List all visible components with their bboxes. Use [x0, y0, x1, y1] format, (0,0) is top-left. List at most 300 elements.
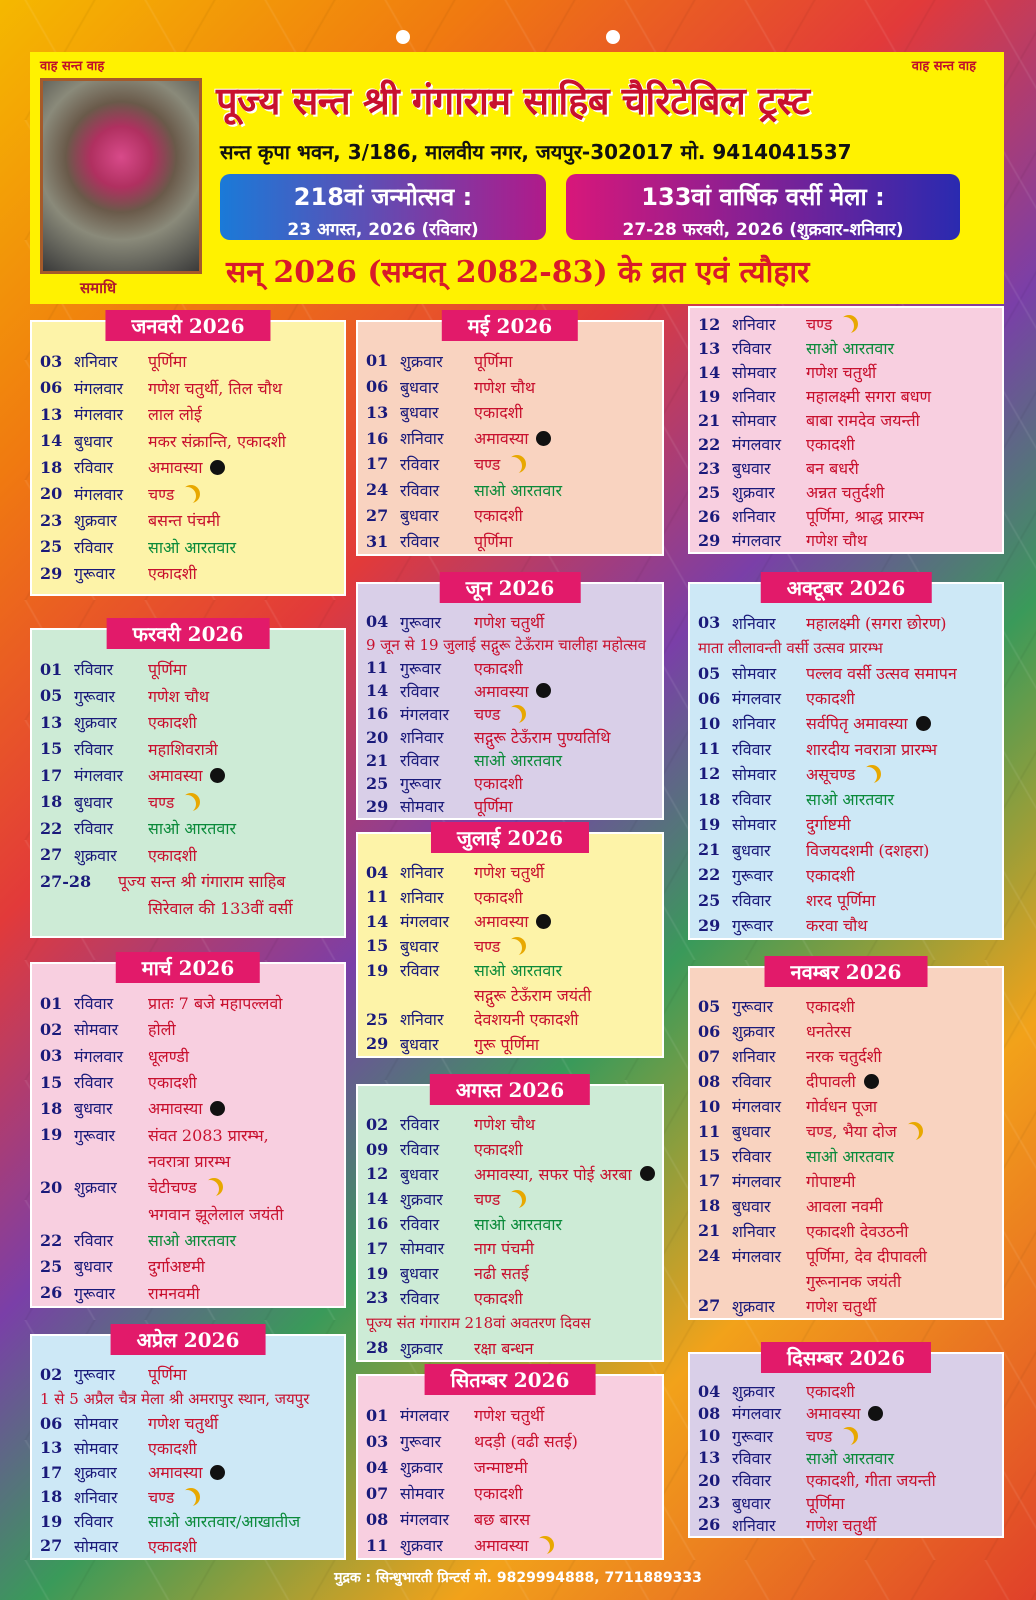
- festival-row: [40, 375, 340, 402]
- festival-row: [40, 1280, 340, 1306]
- festival-name: अमावस्या: [806, 1404, 861, 1424]
- festival-row: [698, 432, 998, 456]
- festival-date: 22: [40, 818, 63, 838]
- festival-date: 25: [40, 1256, 63, 1276]
- festival-name: गणेश चतुर्थी: [474, 863, 545, 883]
- festival-weekday: मंगलवार: [732, 1171, 782, 1191]
- festival-date: 10: [698, 1096, 721, 1116]
- festival-name: गोपाष्टमी: [806, 1171, 856, 1191]
- festival-date: 06: [40, 378, 63, 398]
- festival-row: [366, 1236, 658, 1261]
- festival-date: 24: [366, 480, 389, 500]
- festival-note: पूज्य संत गंगाराम 218वां अवतरण दिवस: [366, 1313, 591, 1332]
- festival-weekday: बुधवार: [400, 1264, 439, 1284]
- festival-name: देवशयनी एकादशी: [474, 1010, 579, 1030]
- banner2-line2: 27-28 फरवरी, 2026 (शुक्रवार-शनिवार): [622, 220, 904, 240]
- festival-row: [698, 761, 998, 786]
- hanging-hole: [606, 30, 620, 44]
- festival-weekday: शुक्रवार: [400, 1189, 443, 1209]
- festival-date: 16: [366, 704, 389, 724]
- festival-row: [698, 913, 998, 938]
- month-panel: [356, 826, 664, 1058]
- festival-weekday: शनिवार: [400, 887, 444, 907]
- festival-date: 12: [698, 314, 721, 334]
- festival-name: साओ आरतवार: [474, 961, 563, 981]
- crescent-moon-icon: [905, 1122, 923, 1140]
- festivals-heading: सन् 2026 (सम्वत् 2082-83) के व्रत एवं त्यौहार: [226, 255, 810, 290]
- festival-date: 13: [698, 1448, 721, 1468]
- festival-name: एकादशी: [806, 865, 855, 885]
- festival-date: 11: [366, 887, 389, 907]
- festival-row: [366, 1007, 658, 1032]
- festival-date: 14: [698, 362, 721, 382]
- festival-date: 13: [40, 404, 63, 424]
- crescent-moon-icon: [508, 705, 526, 723]
- festival-weekday: रविवार: [732, 1146, 772, 1166]
- festival-name: भगवान झूलेलाल जयंती: [148, 1204, 284, 1224]
- festival-row: [698, 1019, 998, 1044]
- festival-date: 03: [40, 351, 63, 371]
- festival-name: सिरेवाल की 133वीं वर्सी: [148, 898, 293, 918]
- festival-name: एकादशी: [474, 1484, 523, 1503]
- festival-row: [698, 1193, 998, 1218]
- festival-date: 22: [698, 865, 721, 885]
- festival-date: 10: [698, 1426, 721, 1446]
- festival-date: 07: [698, 1046, 721, 1066]
- month-title: सितम्बर 2026: [425, 1364, 596, 1395]
- festival-date: 22: [40, 1230, 63, 1250]
- festival-row: [698, 408, 998, 432]
- festival-weekday: रविवार: [400, 961, 440, 981]
- festival-weekday: गुरूवार: [400, 1432, 442, 1451]
- festival-date: 04: [366, 862, 389, 882]
- festival-row: [698, 635, 998, 660]
- festival-weekday: सोमवार: [400, 1239, 445, 1259]
- new-moon-icon: [210, 768, 225, 783]
- festival-name: चण्ड: [474, 1189, 501, 1209]
- festival-row: [698, 787, 998, 812]
- festival-date: 26: [698, 506, 721, 526]
- festival-row: [366, 451, 658, 477]
- festival-date: 08: [698, 1071, 721, 1091]
- festival-name: बसन्त पंचमी: [148, 511, 221, 531]
- festival-weekday: गुरूवार: [400, 658, 442, 678]
- festival-weekday: बुधवार: [400, 936, 439, 956]
- festival-weekday: रविवार: [74, 660, 114, 680]
- month-panel: [688, 1346, 1004, 1538]
- festival-row: [40, 1122, 340, 1148]
- festival-row: [698, 1144, 998, 1169]
- festival-weekday: शुक्रवार: [74, 511, 117, 531]
- festival-name: नढी सतई: [474, 1264, 529, 1284]
- festival-name: साओ आरतवार: [806, 1448, 895, 1468]
- festival-date: 08: [698, 1403, 721, 1423]
- festival-date: 27-28: [40, 871, 92, 891]
- month-title: फरवरी 2026: [107, 618, 270, 649]
- festival-date: 23: [366, 1288, 389, 1308]
- festival-row: [366, 1137, 658, 1162]
- festival-weekday: बुधवार: [400, 403, 439, 423]
- festival-date: 09: [366, 1139, 389, 1159]
- festival-weekday: शनिवार: [732, 613, 776, 633]
- festival-row: [366, 633, 658, 656]
- festival-row: [366, 1112, 658, 1137]
- festival-date: 27: [40, 845, 63, 865]
- festival-date: 21: [698, 410, 721, 430]
- festival-date: 18: [698, 1196, 721, 1216]
- festival-date: 17: [40, 765, 63, 785]
- festival-row: [40, 1436, 340, 1461]
- festival-weekday: शनिवार: [732, 1515, 776, 1535]
- festival-name: चेटीचण्ड: [148, 1178, 197, 1198]
- festival-row: [698, 1168, 998, 1193]
- festival-date: 20: [698, 1470, 721, 1490]
- festival-date: 07: [366, 1483, 389, 1503]
- festival-name: होली: [148, 1020, 176, 1040]
- festival-weekday: बुधवार: [74, 1099, 113, 1119]
- festival-date: 06: [366, 377, 389, 397]
- festival-date: 10: [698, 713, 721, 733]
- festival-row: [40, 1485, 340, 1510]
- festival-weekday: शनिवार: [400, 863, 444, 883]
- month-panel: [356, 1078, 664, 1362]
- month-panel: [688, 576, 1004, 940]
- festival-weekday: शनिवार: [732, 1047, 776, 1067]
- festival-date: 14: [366, 1189, 389, 1209]
- festival-weekday: शनिवार: [732, 714, 776, 734]
- festival-date: 03: [698, 613, 721, 633]
- festival-weekday: रविवार: [74, 458, 114, 478]
- festival-weekday: गुरूवार: [732, 997, 774, 1017]
- festival-weekday: गुरूवार: [732, 1426, 774, 1446]
- festival-weekday: बुधवार: [400, 1034, 439, 1054]
- festival-weekday: मंगलवार: [74, 484, 124, 504]
- festival-date: 19: [698, 814, 721, 834]
- festival-row: [40, 842, 340, 869]
- samadhi-photo: [40, 78, 202, 274]
- month-panel: [30, 314, 346, 596]
- festival-weekday: मंगलवार: [732, 435, 782, 454]
- festival-row: [366, 885, 658, 910]
- festival-weekday: शुक्रवार: [732, 1382, 775, 1402]
- festival-weekday: रविवार: [400, 1214, 440, 1234]
- festival-weekday: मंगलवार: [74, 378, 124, 398]
- festival-weekday: शनिवार: [74, 352, 118, 372]
- festival-row: [698, 1293, 998, 1318]
- festival-row: [698, 1218, 998, 1243]
- festival-name: एकादशी: [474, 658, 523, 678]
- festival-weekday: शुक्रवार: [732, 1296, 775, 1316]
- festival-weekday: शुक्रवार: [74, 845, 117, 865]
- festival-weekday: गुरूवार: [74, 1283, 116, 1303]
- festival-row: [698, 456, 998, 480]
- festival-name: लाल लोई: [148, 405, 202, 425]
- festival-date: 18: [40, 1487, 63, 1507]
- festival-name: एकादशी: [474, 774, 523, 794]
- festival-date: 15: [40, 1072, 63, 1092]
- festival-name: एकादशी: [806, 1382, 855, 1402]
- festival-name: मकर संक्रान्ति, एकादशी: [148, 431, 286, 451]
- festival-name: साओ आरतवार: [148, 537, 237, 557]
- festival-name: महालक्ष्मी (सगरा छोरण): [806, 613, 947, 633]
- crescent-moon-icon: [863, 765, 881, 783]
- festival-date: 17: [698, 1171, 721, 1191]
- new-moon-icon: [536, 683, 551, 698]
- month-panel: [688, 306, 1004, 554]
- festival-weekday: शुक्रवार: [400, 1458, 443, 1477]
- festival-row: [366, 1532, 658, 1558]
- festival-date: 15: [40, 739, 63, 759]
- festival-date: 11: [366, 658, 389, 678]
- banner2-line1: 133वां वार्षिक वर्सी मेला :: [641, 183, 885, 211]
- month-title: मई 2026: [442, 310, 578, 341]
- festival-name: साओ आरतवार: [474, 480, 563, 500]
- crescent-moon-icon: [182, 485, 200, 503]
- festival-date: 11: [366, 1535, 389, 1555]
- festival-name: दीपावली: [806, 1072, 856, 1092]
- festival-weekday: शनिवार: [732, 315, 776, 334]
- festival-note: माता लीलावन्ती वर्सी उत्सव प्रारम्भ: [698, 638, 883, 657]
- festival-name: साओ आरतवार: [148, 819, 237, 839]
- festival-name: महालक्ष्मी सगरा बधण: [806, 387, 932, 406]
- festival-row: [40, 1174, 340, 1200]
- festival-date: 21: [698, 840, 721, 860]
- festival-weekday: मंगलवार: [74, 405, 124, 425]
- festival-row: [366, 425, 658, 451]
- festival-weekday: रविवार: [400, 1140, 440, 1160]
- festival-row: [698, 994, 998, 1019]
- festival-date: 21: [366, 750, 389, 770]
- festival-row: [366, 528, 658, 554]
- festival-name: अमावस्या: [474, 1536, 529, 1555]
- festival-date: 19: [366, 960, 389, 980]
- festival-row: [40, 1069, 340, 1095]
- festival-date: 15: [698, 1146, 721, 1166]
- festival-row: [698, 336, 998, 360]
- festival-row: [698, 1119, 998, 1144]
- festival-weekday: रविवार: [732, 891, 772, 911]
- festival-name: एकादशी: [148, 713, 197, 733]
- festival-date: 13: [40, 1438, 63, 1458]
- festival-row: [40, 1411, 340, 1436]
- festival-name: महाशिवरात्री: [148, 739, 218, 759]
- festival-note: 9 जून से 19 जुलाई सद्गुरू टेऊँराम चालीहा महोत्सव: [366, 635, 646, 654]
- festival-row: [698, 1268, 998, 1293]
- month-panel: [30, 956, 346, 1308]
- festival-name: शरद पूर्णिमा: [806, 891, 876, 911]
- festival-date: 15: [366, 936, 389, 956]
- festival-row: [366, 702, 658, 725]
- festival-name: पूर्णिमा: [148, 352, 187, 372]
- festival-weekday: मंगलवार: [732, 1404, 782, 1424]
- festival-row: [40, 348, 340, 375]
- festival-row: [366, 610, 658, 633]
- festival-weekday: शुक्रवार: [400, 1338, 443, 1358]
- festival-name: चण्ड: [474, 936, 501, 956]
- festival-weekday: सोमवार: [74, 1414, 119, 1434]
- festival-name: दुर्गाष्टमी: [806, 815, 851, 835]
- festival-name: जन्माष्टमी: [474, 1458, 528, 1477]
- festival-row: [366, 1480, 658, 1506]
- festival-name: गुरूनानक जयंती: [806, 1271, 902, 1291]
- festival-row: [40, 560, 340, 587]
- festival-date: 16: [366, 428, 389, 448]
- festival-weekday: सोमवार: [732, 363, 777, 382]
- festival-date: 16: [366, 1214, 389, 1234]
- festival-row: [698, 812, 998, 837]
- month-panel: [30, 1328, 346, 1560]
- festival-name: थदड़ी (वढी सतई): [474, 1432, 578, 1451]
- festival-row: [40, 1534, 340, 1559]
- festival-row: [40, 815, 340, 842]
- month-panel: [356, 576, 664, 820]
- festival-weekday: मंगलवार: [400, 912, 450, 932]
- festival-row: [366, 1335, 658, 1360]
- festival-date: 05: [40, 686, 63, 706]
- festival-weekday: मंगलवार: [732, 1246, 782, 1266]
- festival-weekday: गुरूवार: [74, 564, 116, 584]
- festival-row: [40, 1016, 340, 1042]
- festival-name: चण्ड, भैया दोज: [806, 1122, 897, 1142]
- month-panel: [356, 314, 664, 556]
- festival-row: [698, 660, 998, 685]
- festival-row: [698, 610, 998, 635]
- festival-weekday: गुरूवार: [74, 686, 116, 706]
- festival-row: [40, 534, 340, 561]
- crescent-moon-icon: [508, 455, 526, 473]
- festival-weekday: रविवार: [400, 751, 440, 771]
- festival-row: [698, 528, 998, 552]
- festival-name: बन बधरी: [806, 459, 859, 478]
- new-moon-icon: [210, 1101, 225, 1116]
- festival-weekday: सोमवार: [400, 797, 445, 817]
- festival-weekday: बुधवार: [732, 1122, 771, 1142]
- festival-name: शारदीय नवरात्रा प्रारम्भ: [806, 739, 937, 759]
- month-title: अप्रेल 2026: [111, 1324, 266, 1355]
- festival-name: गोर्वधन पूजा: [806, 1097, 877, 1117]
- festival-weekday: रविवार: [732, 1471, 772, 1491]
- festival-name: पूर्णिमा: [806, 1493, 845, 1513]
- festival-row: [366, 1454, 658, 1480]
- festival-name: सद्गुरू टेऊँराम जयंती: [474, 985, 592, 1005]
- festival-date: 01: [40, 993, 63, 1013]
- new-moon-icon: [868, 1406, 883, 1421]
- festival-name: अमावस्या: [474, 681, 529, 701]
- festival-date: 22: [698, 434, 721, 454]
- festival-name: एकादशी, गीता जयन्ती: [806, 1471, 936, 1491]
- festival-row: [40, 789, 340, 816]
- festival-date: 13: [698, 338, 721, 358]
- festival-row: [698, 1380, 998, 1402]
- festival-name: साओ आरतवार: [148, 1231, 237, 1251]
- festival-row: [698, 1425, 998, 1447]
- festival-row: [366, 860, 658, 885]
- festival-name: बाबा रामदेव जयन्ती: [806, 411, 920, 430]
- festival-row: [40, 895, 340, 922]
- festival-name: एकादशी: [806, 689, 855, 709]
- festival-row: [366, 374, 658, 400]
- festival-date: 23: [698, 458, 721, 478]
- festival-date: 18: [698, 789, 721, 809]
- festival-weekday: रविवार: [400, 480, 440, 500]
- festival-date: 19: [40, 1125, 63, 1145]
- festival-weekday: बुधवार: [74, 1257, 113, 1277]
- festival-date: 25: [366, 1009, 389, 1029]
- festival-weekday: शुक्रवार: [400, 351, 443, 371]
- new-moon-icon: [640, 1166, 655, 1181]
- festival-weekday: सोमवार: [400, 1484, 445, 1503]
- festival-name: गणेश चतुर्थी, तिल चौथ: [148, 378, 283, 398]
- festival-weekday: मंगलवार: [732, 689, 782, 709]
- festival-row: [698, 504, 998, 528]
- festival-date: 25: [698, 890, 721, 910]
- festival-date: 27: [366, 505, 389, 525]
- festival-name: साओ आरतवार/आखातीज: [148, 1512, 301, 1532]
- crescent-moon-icon: [182, 793, 200, 811]
- festival-name: पूर्णिमा, देव दीपावली: [806, 1246, 927, 1266]
- festival-row: [366, 1032, 658, 1057]
- festival-name: एकादशी: [474, 887, 523, 907]
- festival-row: [40, 401, 340, 428]
- festival-weekday: गुरूवार: [400, 774, 442, 794]
- festival-name: पल्लव वर्सी उत्सव समापन: [806, 664, 957, 684]
- festival-row: [366, 958, 658, 983]
- festival-name: रामनवमी: [148, 1283, 200, 1303]
- festival-row: [698, 1094, 998, 1119]
- month-title: जुलाई 2026: [431, 822, 589, 853]
- festival-name: पूर्णिमा: [474, 797, 513, 817]
- festival-weekday: मंगलवार: [74, 766, 124, 786]
- festival-date: 03: [366, 1431, 389, 1451]
- festival-name: साओ आरतवार: [806, 1146, 895, 1166]
- festival-name: गणेश चतुर्थी: [806, 363, 877, 382]
- festival-name: संवत 2083 प्रारम्भ,: [148, 1125, 269, 1145]
- festival-weekday: शनिवार: [400, 429, 444, 449]
- month-title: जून 2026: [440, 572, 581, 603]
- festival-weekday: रविवार: [732, 1072, 772, 1092]
- festival-weekday: रविवार: [74, 1073, 114, 1093]
- festival-row: [40, 736, 340, 763]
- festival-row: [366, 772, 658, 795]
- festival-date: 03: [40, 1046, 63, 1066]
- crescent-moon-icon: [508, 1190, 526, 1208]
- festival-date: 28: [366, 1338, 389, 1358]
- festival-name: एकादशी देवउठनी: [806, 1221, 909, 1241]
- banner1-line2: 23 अगस्त, 2026 (रविवार): [287, 220, 479, 240]
- festival-row: [698, 480, 998, 504]
- festival-row: [698, 1447, 998, 1469]
- festival-weekday: रविवार: [732, 790, 772, 810]
- festival-weekday: सोमवार: [732, 815, 777, 835]
- festival-name: अमावस्या: [148, 1463, 203, 1483]
- festival-row: [40, 1253, 340, 1279]
- festival-name: गणेश चौथ: [806, 531, 868, 550]
- festival-name: गणेश चतुर्थी: [806, 1296, 877, 1316]
- festival-name: गणेश चौथ: [148, 686, 210, 706]
- festival-weekday: रविवार: [400, 454, 440, 474]
- festival-weekday: शनिवार: [732, 387, 776, 406]
- festival-row: [40, 1043, 340, 1069]
- festival-date: 20: [366, 727, 389, 747]
- festival-weekday: शुक्रवार: [74, 1178, 117, 1198]
- festival-name: पूर्णिमा: [474, 351, 513, 371]
- festival-date: 24: [698, 1246, 721, 1266]
- photo-caption: समाधि: [80, 279, 117, 297]
- festival-row: [698, 837, 998, 862]
- festival-name: साओ आरतवार: [474, 1214, 563, 1234]
- address: सन्त कृपा भवन, 3/186, मालवीय नगर, जयपुर-302017 मो. 9414041537: [220, 140, 852, 164]
- festival-date: 26: [40, 1283, 63, 1303]
